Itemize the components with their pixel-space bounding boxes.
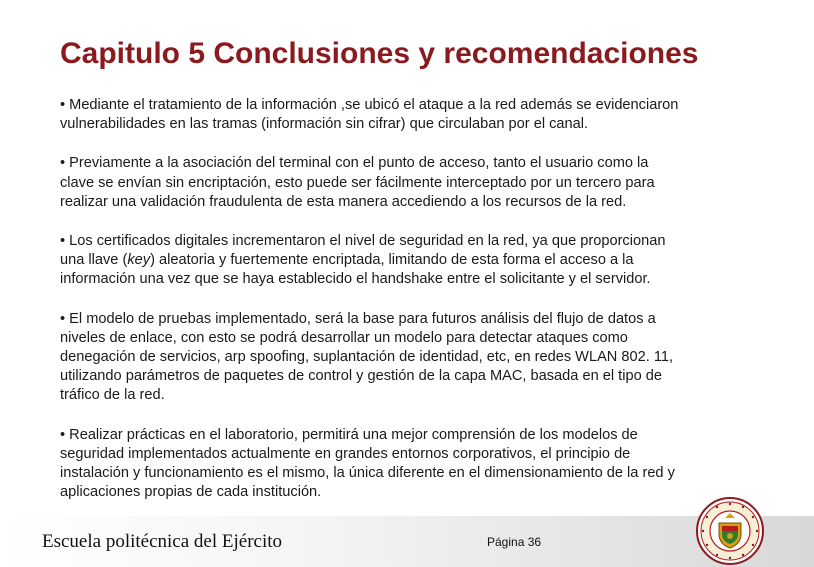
paragraph-line: instalación y funcionamiento es el mismo, la única diferente en el dimensionamiento de la red y	[60, 465, 675, 482]
paragraph-5	[60, 426, 760, 503]
paragraph-line: aplicaciones propias de cada institución.	[60, 484, 322, 501]
paragraph-line: • El modelo de pruebas implementado, será la base para futuros análisis del flujo de datos a	[60, 310, 656, 327]
paragraph-line: realizar una validación fraudulenta de esta manera accediendo a los recursos de la red.	[60, 193, 627, 210]
paragraph-line: información una vez que se haya establecido el handshake entre el solicitante y el servidor.	[60, 271, 651, 288]
slide-content	[60, 96, 760, 502]
paragraph-line: seguridad implementados actualmente en grandes entornos corporativos, el principio de	[60, 445, 631, 462]
paragraph-4	[60, 310, 760, 406]
paragraph-line: vulnerabilidades en las tramas (información sin cifrar) que circulaban por el canal.	[60, 116, 589, 133]
paragraph-line: • Mediante el tratamiento de la información ,se ubicó el ataque a la red además se evidenciaron	[60, 97, 679, 113]
paragraph-line: • Previamente a la asociación del terminal con el punto de acceso, tanto el usuario como la	[60, 155, 649, 172]
paragraph-line: denegación de servicios, arp spoofing, suplantación de identidad, etc, en redes WLAN 802. 11,	[60, 349, 674, 366]
paragraph-3	[60, 232, 760, 290]
paragraph-line: tráfico de la red.	[60, 387, 165, 404]
paragraph-line: clave se envían sin encriptación, esto puede ser fácilmente interceptado por un tercero para	[60, 174, 655, 191]
page-number: Página 36	[487, 535, 542, 549]
paragraph-line: niveles de enlace, con esto se podrá desarrollar un modelo para detectar ataques como	[60, 329, 628, 346]
slide-title: Capitulo 5 Conclusiones y recomendaciones	[60, 37, 699, 70]
paragraph-line: • Los certificados digitales incrementaron el nivel de seguridad en la red, ya que proporcionan	[60, 233, 666, 250]
school-name: Escuela politécnica del Ejército	[42, 531, 283, 552]
slide-footer	[0, 516, 814, 567]
paragraph-1	[60, 96, 760, 134]
paragraph-line: • Realizar prácticas en el laboratorio, permitirá una mejor comprensión de los modelos de	[60, 426, 638, 443]
paragraph-2	[60, 154, 760, 212]
paragraph-line: una llave (key) aleatoria y fuertemente encriptada, limitando de esta forma el acceso a la	[60, 252, 634, 269]
university-seal-icon	[695, 496, 765, 566]
paragraph-line: utilizando parámetros de paquetes de control y gestión de la capa MAC, basada en el tipo de	[60, 368, 662, 385]
